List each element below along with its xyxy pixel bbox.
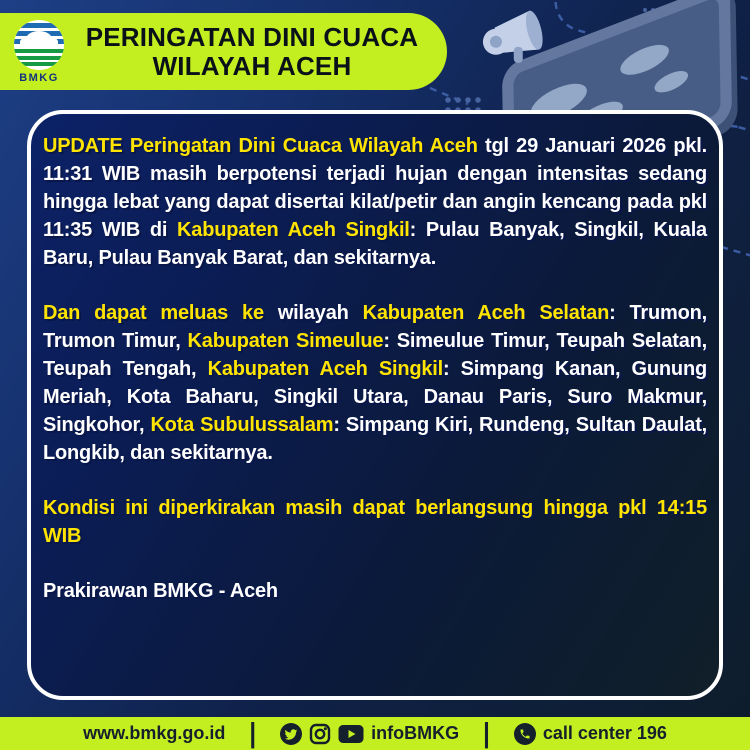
page-title (69, 23, 447, 81)
footer-divider: | (483, 717, 490, 749)
text-segment: UPDATE Peringatan Dini Cuaca Wilayah Aceh (43, 135, 478, 157)
text-segment: : Simeulue Timur, Teupah Selatan, Teupah Tengah, (43, 330, 707, 380)
alert-paragraph-1 (43, 132, 707, 272)
text-segment: Kabupaten Aceh Singkil (177, 219, 410, 241)
website-link[interactable]: www.bmkg.go.id (83, 723, 226, 743)
text-segment: : Trumon, Trumon Timur, (43, 302, 707, 352)
title-line-2: WILAYAH ACEH (152, 50, 352, 81)
header-banner (0, 13, 447, 90)
call-center (514, 723, 667, 745)
text-segment: wilayah (263, 302, 363, 324)
alert-paragraph-4 (43, 577, 707, 605)
footer-bar (0, 717, 750, 750)
bmkg-logo-label: BMKG (19, 72, 59, 84)
text-segment: : Pulau Banyak, Singkil, Kuala Baru, Pulau Banyak Barat, dan sekitarnya. (43, 219, 707, 269)
text-segment: tgl 29 Januari 2026 pkl. 11:31 WIB masih berpotensi terjadi hujan dengan intensitas sedang hingga lebat yang dapat disertai kilat/petir dan angin kencang pada pkl 11:35 WIB di (43, 135, 707, 241)
bmkg-logo (9, 19, 69, 84)
twitter-icon[interactable] (280, 723, 302, 745)
text-segment: Kota Subulussalam (150, 414, 334, 436)
text-segment: Kondisi ini diperkirakan masih dapat berlangsung hingga pkl 14:15 WIB (43, 497, 707, 547)
social-links (280, 723, 459, 745)
warning-text-panel (27, 110, 723, 700)
instagram-icon[interactable] (309, 723, 331, 745)
phone-icon (514, 723, 536, 745)
youtube-icon[interactable] (338, 724, 364, 744)
alert-paragraph-2 (43, 299, 707, 467)
social-handle-label: infoBMKG (371, 723, 460, 743)
footer-divider: | (249, 717, 257, 749)
bmkg-logo-icon (13, 19, 65, 71)
title-line-1: PERINGATAN DINI CUACA (85, 21, 419, 52)
text-segment: Kabupaten Aceh Selatan (362, 302, 610, 324)
text-segment: Dan dapat meluas ke (43, 302, 264, 324)
text-segment: : Simpang Kiri, Rundeng, Sultan Daulat, Longkib, dan sekitarnya. (43, 414, 708, 464)
text-segment: : Simpang Kanan, Gunung Meriah, Kota Baharu, Singkil Utara, Danau Paris, Suro Makmur, Singkohor, (43, 358, 707, 436)
alert-paragraph-3 (43, 494, 707, 550)
text-segment: Kabupaten Simeulue (187, 330, 384, 352)
text-segment: Kabupaten Aceh Singkil (207, 358, 444, 380)
text-segment: Prakirawan BMKG - Aceh (43, 580, 278, 602)
call-center-label: call center 196 (542, 723, 667, 743)
